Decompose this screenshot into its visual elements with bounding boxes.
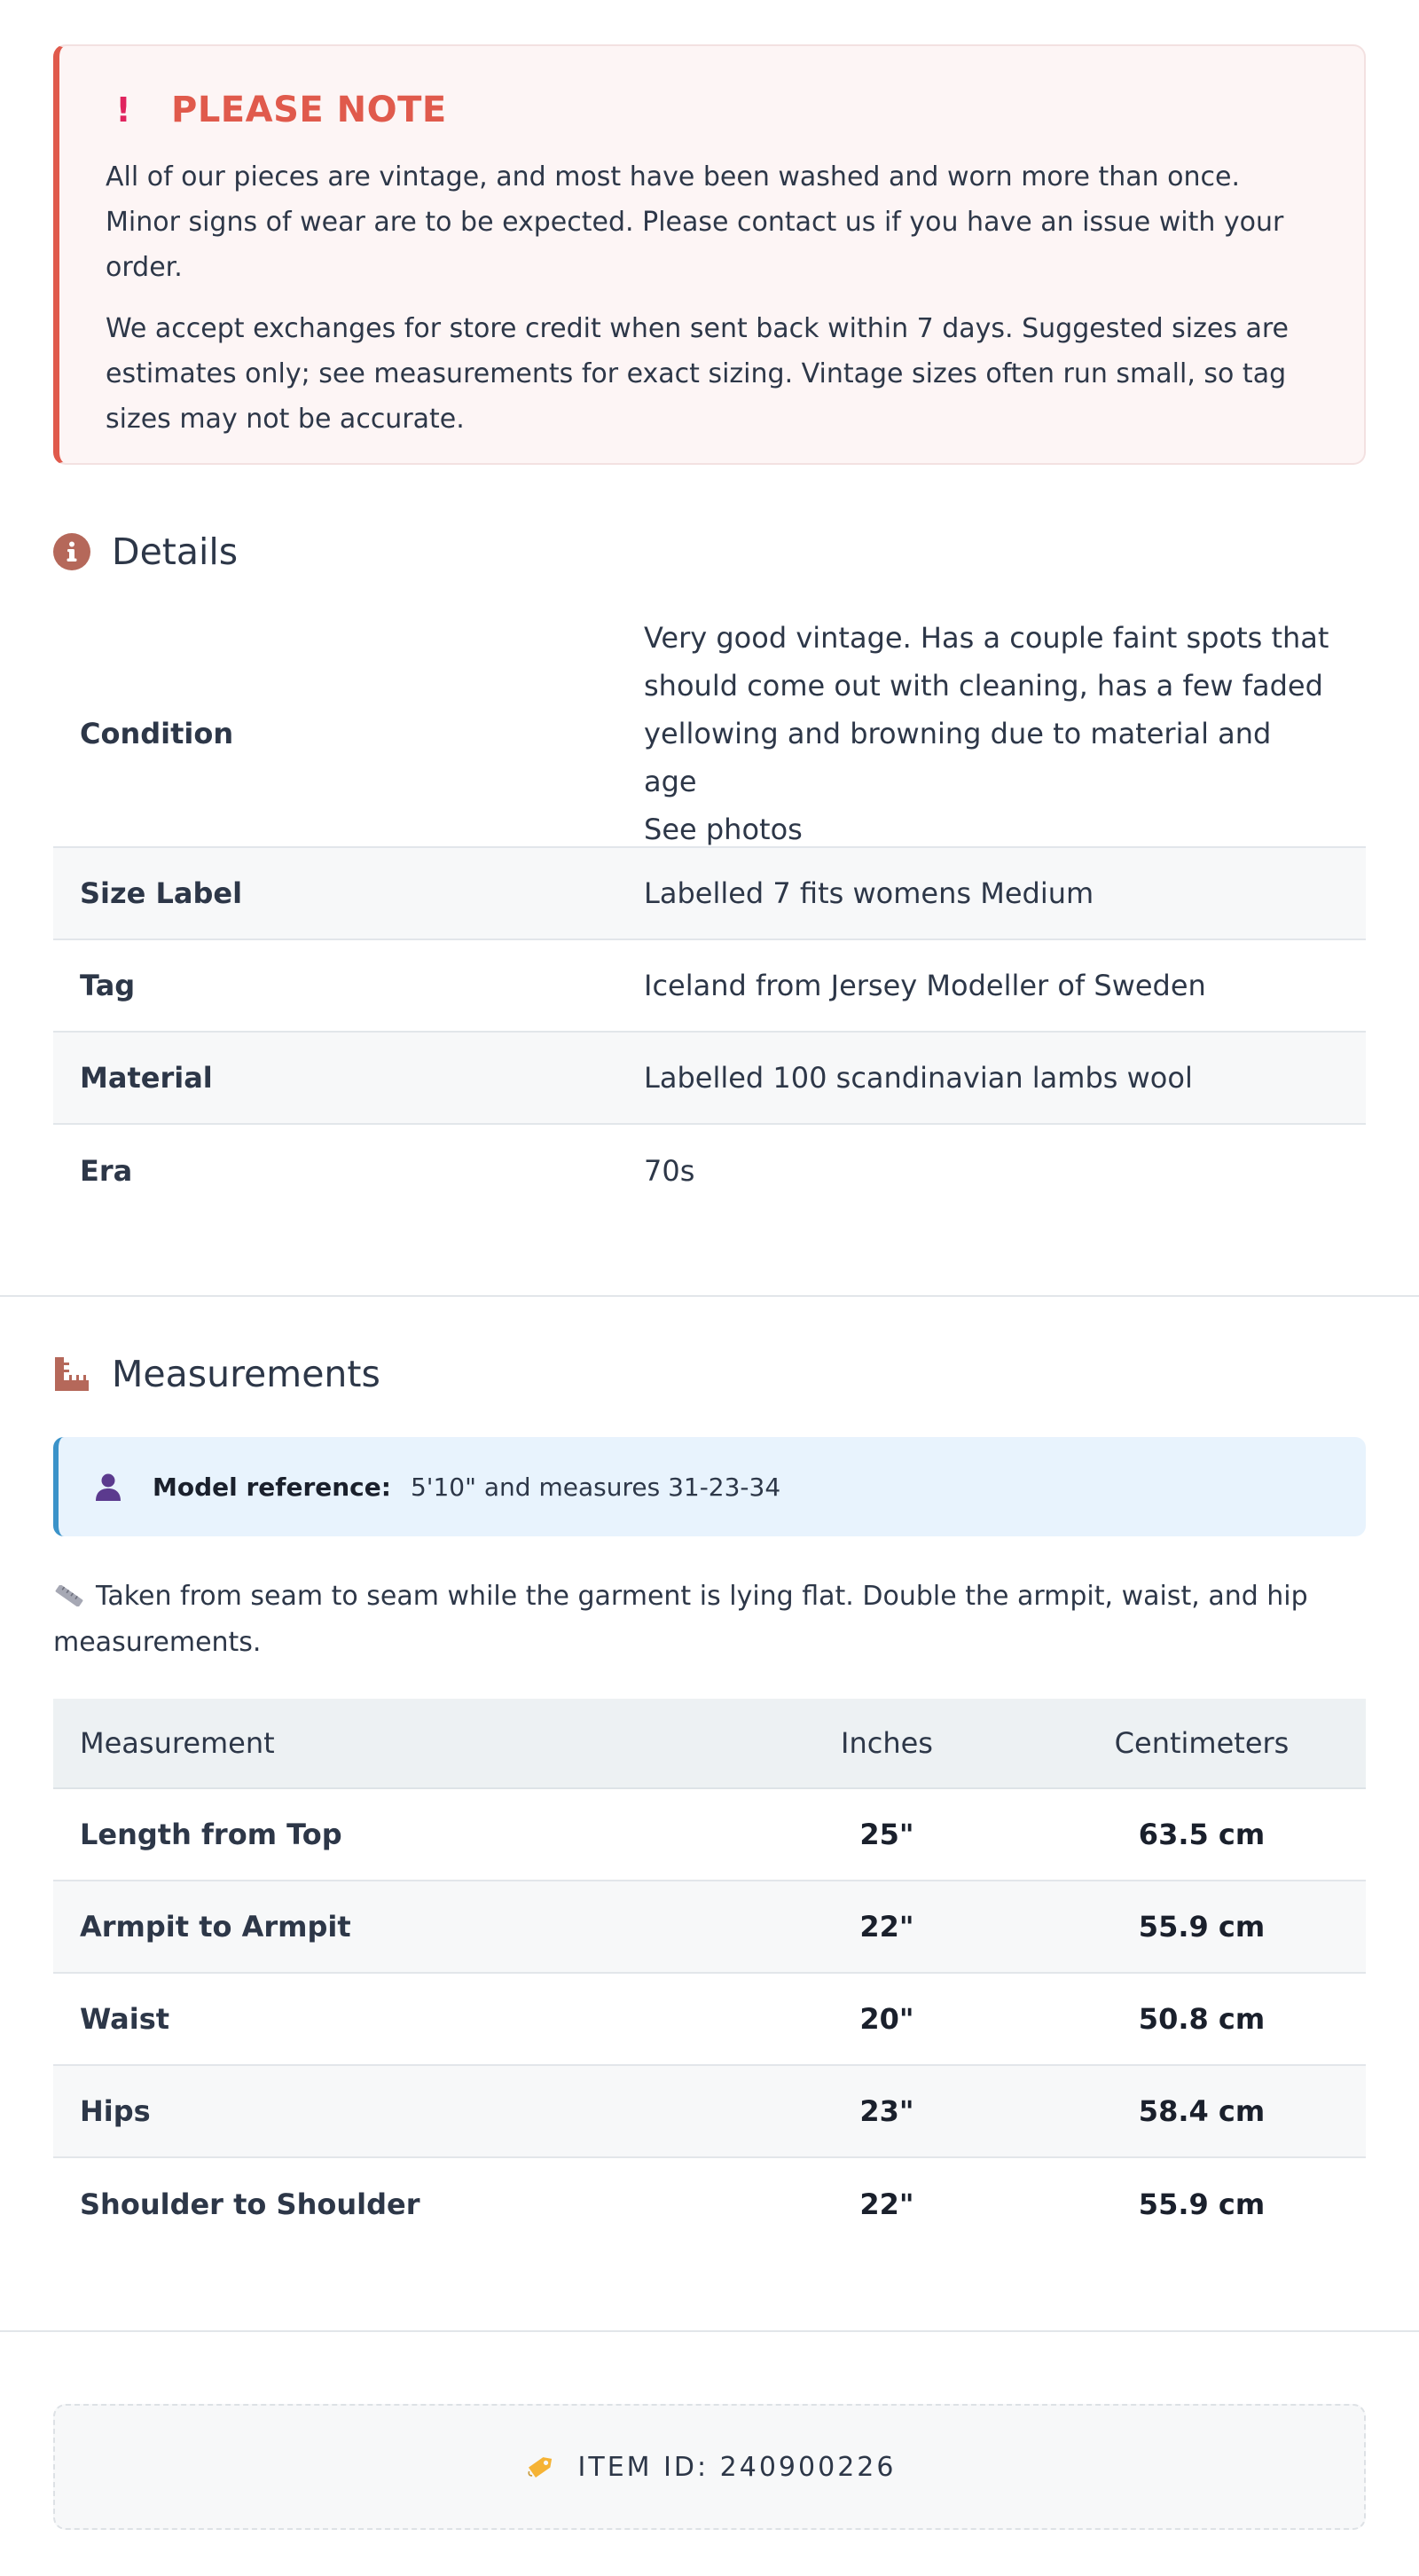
- details-row-tag: [53, 940, 1366, 1033]
- details-row-size-label: [53, 848, 1366, 940]
- measurement-note-text: Taken from seam to seam while the garment is lying flat. Double the armpit, waist, and hip measurements.: [53, 1581, 1308, 1658]
- measurement-cm: 50.8 cm: [1138, 2002, 1266, 2036]
- ruler-icon: [53, 1355, 90, 1393]
- model-reference-box: [53, 1437, 1366, 1536]
- item-id-box: [53, 2404, 1366, 2530]
- model-reference-label: Model reference:: [153, 1472, 391, 1502]
- details-heading: [53, 525, 1366, 578]
- table-row: [53, 1789, 1366, 1881]
- measurement-name: Waist: [80, 2002, 170, 2036]
- note-paragraph: We accept exchanges for store credit when sent back within 7 days. Suggested sizes are estimates only; see measurements for exact sizing. Vintage sizes often run small, so tag sizes may not be accurate.: [106, 313, 1290, 435]
- measurement-name: Armpit to Armpit: [80, 1910, 351, 1944]
- measurement-inches: 20": [859, 2002, 914, 2036]
- details-value: Labelled 100 scandinavian lambs wool: [644, 1061, 1193, 1095]
- note-header: [106, 92, 1318, 128]
- ruler-icon: [53, 1585, 85, 1606]
- column-header-inches: Inches: [841, 1726, 933, 1760]
- item-id: ITEM ID: 240900226: [577, 2451, 897, 2483]
- details-label: Era: [80, 1154, 133, 1188]
- measurements-title: Measurements: [112, 1353, 380, 1395]
- table-row: [53, 1881, 1366, 1974]
- measurement-cm: 63.5 cm: [1138, 1818, 1266, 1851]
- details-label: Condition: [80, 717, 234, 750]
- section-divider: [0, 1295, 1419, 1297]
- measurement-inches: 25": [859, 1818, 914, 1851]
- column-header-centimeters: Centimeters: [1114, 1726, 1290, 1760]
- condition-note: See photos: [644, 813, 803, 846]
- section-divider: [0, 2330, 1419, 2332]
- please-note-box: [53, 44, 1366, 465]
- details-row-condition: [53, 621, 1366, 848]
- note-paragraph: All of our pieces are vintage, and most have been washed and worn more than once. Minor signs of wear are to be expected. Please contact us if you have an issue with your order.: [106, 161, 1284, 283]
- tag-icon: [523, 2450, 557, 2484]
- person-icon: [92, 1471, 124, 1503]
- condition-text: Very good vintage. Has a couple faint spots that should come out with cleaning, has a few faded yellowing and browning due to material and age: [644, 621, 1329, 798]
- exclamation-icon: !: [115, 90, 131, 130]
- table-row: [53, 1974, 1366, 2066]
- measurement-name: Length from Top: [80, 1818, 342, 1851]
- measurement-inches: 22": [859, 2187, 914, 2221]
- measurement-instructions: [53, 1574, 1366, 1666]
- table-header: [53, 1699, 1366, 1789]
- details-title: Details: [112, 530, 239, 573]
- details-row-era: [53, 1125, 1366, 1217]
- table-row: [53, 2066, 1366, 2158]
- details-table: [53, 621, 1366, 1217]
- details-value: 70s: [644, 1154, 695, 1188]
- measurement-cm: 55.9 cm: [1138, 2187, 1266, 2221]
- table-row: [53, 2158, 1366, 2250]
- note-title: PLEASE NOTE: [171, 90, 447, 130]
- measurement-inches: 22": [859, 1910, 914, 1944]
- model-reference-value: 5'10" and measures 31-23-34: [410, 1472, 781, 1502]
- details-label: Tag: [80, 969, 136, 1002]
- details-label: Size Label: [80, 876, 243, 910]
- details-row-material: [53, 1033, 1366, 1125]
- details-value: Iceland from Jersey Modeller of Sweden: [644, 969, 1206, 1002]
- measurements-table: [53, 1699, 1366, 2250]
- measurements-heading: [53, 1347, 1366, 1401]
- measurement-inches: 23": [859, 2094, 914, 2128]
- measurement-name: Shoulder to Shoulder: [80, 2187, 420, 2221]
- measurement-cm: 58.4 cm: [1138, 2094, 1266, 2128]
- details-label: Material: [80, 1061, 213, 1095]
- column-header-measurement: Measurement: [80, 1726, 275, 1760]
- measurement-cm: 55.9 cm: [1138, 1910, 1266, 1944]
- measurement-name: Hips: [80, 2094, 151, 2128]
- details-value: Labelled 7 fits womens Medium: [644, 876, 1094, 910]
- info-icon: [53, 533, 90, 570]
- details-value: [644, 614, 1366, 853]
